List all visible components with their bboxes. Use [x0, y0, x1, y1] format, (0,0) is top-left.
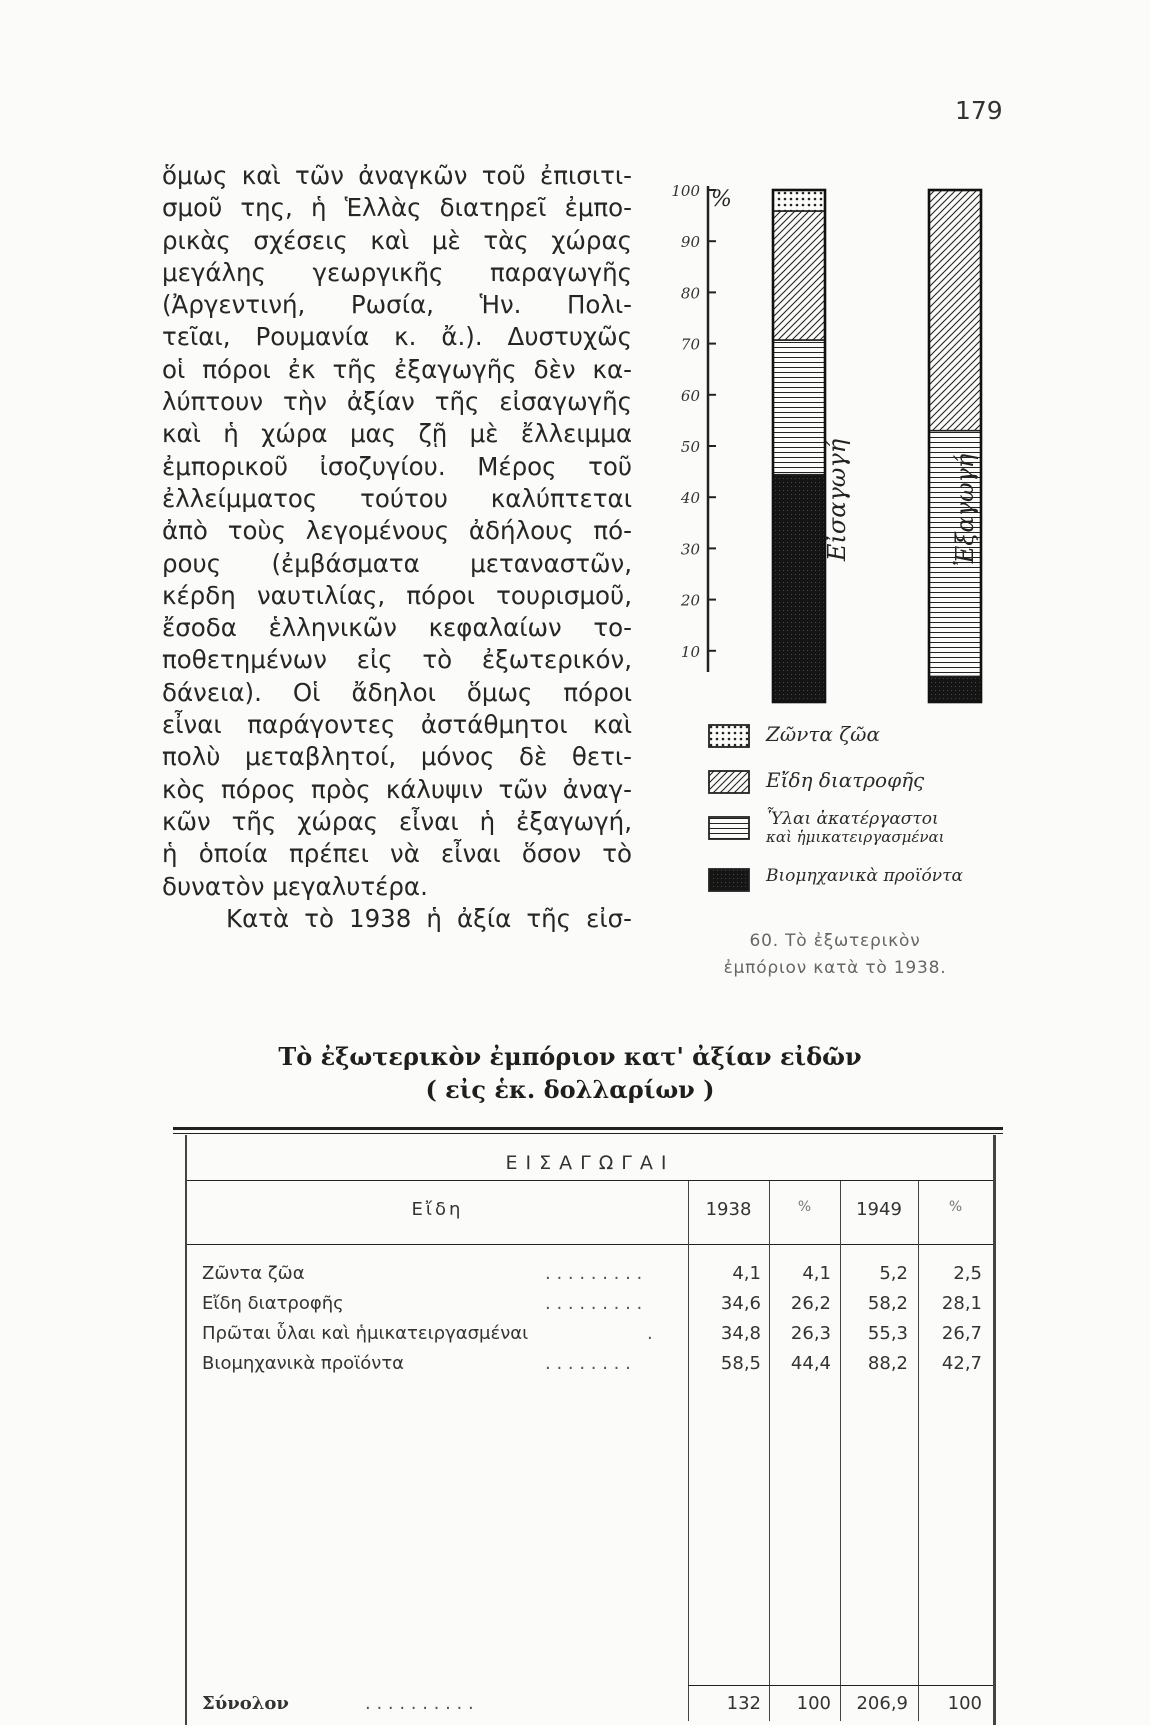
col-divider-1: [688, 1181, 689, 1721]
legend-label: [766, 810, 945, 845]
y-tick-label: 60: [680, 386, 700, 405]
y-tick-label: 50: [680, 438, 700, 456]
y-tick-label: 80: [680, 284, 700, 303]
table-top-rule-thin: [173, 1133, 1003, 1134]
stacked-bar-chart: [650, 160, 1010, 720]
legend-item-horizontal: [706, 809, 1006, 856]
cell-1938: 132: [726, 1693, 761, 1714]
y-tick-label: 70: [680, 335, 700, 354]
legend-label: Εἴδη διατροφῆς: [766, 768, 925, 792]
column-header-pct-1949: %: [948, 1199, 963, 1215]
body-line: ἡ ὁποία πρέπει νὰ εἶναι ὅσον τὸ: [162, 839, 632, 869]
figure-caption-line2: ἐμπόριον κατὰ τὸ 1938.: [723, 958, 947, 978]
legend-swatch-dotted: [708, 724, 750, 748]
row-label: Βιομηχανικὰ προϊόντα: [202, 1353, 405, 1374]
cell-pct-1938: 4,1: [802, 1263, 831, 1284]
legend-swatch-diagonal: [708, 770, 750, 794]
cell-pct-1949: 42,7: [941, 1353, 982, 1374]
body-line: ἐλλείμματος τούτου καλύπτεται: [162, 483, 632, 513]
body-line: ρους (ἐμβάσματα μεταναστῶν,: [162, 548, 632, 578]
body-line: Κατὰ τὸ 1938 ἡ ἀξία τῆς εἰσ-: [226, 903, 632, 933]
trade-table: [185, 1127, 1003, 1722]
body-line: σμοῦ της, ἡ Ἑλλὰς διατηρεῖ ἐμπο-: [162, 193, 632, 223]
legend-item-diagonal: [706, 768, 1006, 812]
column-header-1938: 1938: [705, 1199, 752, 1220]
row-label: Εἴδη διατροφῆς: [202, 1293, 344, 1314]
body-line: ἔσοδα ἑλληνικῶν κεφαλαίων το-: [162, 613, 632, 643]
body-line: λύπτουν τὴν ἀξίαν τῆς εἰσαγωγῆς: [162, 387, 632, 417]
cell-1949: 55,3: [867, 1323, 908, 1344]
y-tick-label: 40: [680, 489, 700, 508]
body-line: ἐμπορικοῦ ἰσοζυγίου. Μέρος τοῦ: [162, 451, 632, 481]
table-title: [200, 1040, 940, 1106]
row-dots: . . . . . . . . . .: [365, 1693, 474, 1714]
cell-pct-1938: 26,2: [790, 1293, 831, 1314]
cell-pct-1938: 44,4: [790, 1353, 831, 1374]
cell-pct-1949: 28,1: [941, 1293, 982, 1314]
y-tick-label: 10: [680, 642, 700, 661]
cell-1938: 58,5: [720, 1353, 761, 1374]
body-line: ποθετημένων εἰς τὸ ἐξωτερικόν,: [162, 645, 632, 675]
row-label: Ζῶντα ζῶα: [202, 1263, 305, 1284]
body-line: κὸς πόρος πρὸς κάλυψιν τῶν ἀναγ-: [162, 774, 632, 804]
cell-1938: 34,8: [720, 1323, 761, 1344]
table-title-line2: ( εἰς ἑκ. δολλαρίων ): [425, 1075, 715, 1104]
table-right-border: [993, 1135, 996, 1725]
table-left-border: [185, 1135, 187, 1725]
legend-item-solid: [706, 866, 1006, 910]
cell-pct-1938: 100: [796, 1693, 831, 1714]
y-tick-label: 20: [680, 591, 700, 610]
cell-1938: 34,6: [720, 1293, 761, 1314]
cell-1938: 4,1: [732, 1263, 761, 1284]
row-label: Πρῶται ὗλαι καὶ ἡμικατειργασμέναι: [202, 1323, 529, 1344]
body-line: οἱ πόροι ἐκ τῆς ἐξαγωγῆς δὲν κα-: [162, 354, 632, 384]
body-line: καὶ ἡ χώρα μας ζῇ μὲ ἔλλειμμα: [162, 419, 632, 449]
cell-pct-1949: 26,7: [941, 1323, 982, 1344]
figure-caption-line1: 60. Τὸ ἐξωτερικὸν: [749, 931, 921, 951]
body-line: δυνατὸν μεγαλυτέρα.: [162, 871, 428, 901]
body-line: (Ἀργεντινή, Ρωσία, Ἡν. Πολι-: [162, 290, 632, 320]
legend-swatch-solid: [708, 868, 750, 892]
column-header-pct-1938: %: [797, 1199, 812, 1215]
body-line: μεγάλης γεωργικῆς παραγωγῆς: [162, 257, 632, 287]
body-line: κέρδη ναυτιλίας, πόροι τουρισμοῦ,: [162, 580, 632, 610]
bar-segment-dotted-import: [773, 190, 825, 211]
cell-pct-1949: 100: [947, 1693, 982, 1714]
body-line: τεῖαι, Ρουμανία κ. ἄ.). Δυστυχῶς: [162, 322, 632, 352]
row-dots: . . . . . . . .: [545, 1353, 631, 1374]
body-line: εἶναι παράγοντες ἀστάθμητοι καὶ: [162, 710, 632, 740]
cell-pct-1938: 26,3: [790, 1323, 831, 1344]
col-divider-3: [840, 1181, 841, 1721]
body-text: [162, 160, 632, 935]
figure-caption: [685, 928, 985, 982]
body-line: κῶν τῆς χώρας εἶναι ἡ ἐξαγωγή,: [162, 806, 632, 836]
page-number: 179: [955, 96, 1003, 125]
table-title-line1: Τὸ ἐξωτερικὸν ἐμπόριον κατ' ἀξίαν εἰδῶν: [278, 1042, 862, 1071]
cell-1949: 206,9: [856, 1693, 908, 1714]
legend-label: Βιομηχανικὰ προϊόντα: [766, 866, 963, 886]
body-line: ὅμως καὶ τῶν ἀναγκῶν τοῦ ἐπισιτι-: [162, 161, 632, 190]
section-header: ΕΙΣΑΓΩΓΑΙ: [505, 1152, 675, 1174]
col-divider-4: [918, 1181, 919, 1721]
cell-1949: 88,2: [867, 1353, 908, 1374]
row-dots: . . . . . . . . .: [545, 1263, 643, 1284]
body-line: πολὺ μεταβλητοί, μόνος δὲ θετι-: [162, 742, 632, 772]
y-tick-label: 30: [680, 540, 700, 559]
category-label-export: Ἐξαγωγή: [951, 453, 979, 567]
cell-pct-1949: 2,5: [953, 1263, 982, 1284]
percent-sign: %: [711, 187, 732, 212]
bar-segment-diagonal-export: [929, 190, 981, 431]
body-line: ρικὰς σχέσεις καὶ μὲ τὰς χώρας: [162, 225, 632, 255]
bar-segment-diagonal-import: [773, 211, 825, 340]
total-rule: [688, 1685, 993, 1686]
col-divider-2: [769, 1181, 770, 1721]
legend-item-dotted: [706, 722, 1006, 766]
category-label-import: Εἰσαγωγή: [823, 438, 851, 562]
cell-1949: 5,2: [879, 1263, 908, 1284]
row-label: Σύνολον: [202, 1693, 289, 1714]
y-tick-label: 90: [680, 233, 700, 252]
legend-label-line1: Ὗλαι ἀκατέργαστοι: [766, 809, 939, 829]
row-dots: .: [647, 1323, 653, 1344]
table-top-rule: [173, 1127, 1003, 1130]
body-line: ἀπὸ τοὺς λεγομένους ἀδήλους πό-: [162, 516, 632, 546]
row-dots: . . . . . . . . .: [545, 1293, 643, 1314]
legend-label-line2: καὶ ἡμικατειργασμέναι: [766, 828, 945, 846]
section-header-rule: [187, 1180, 993, 1181]
bar-segment-solid-import: [773, 475, 825, 702]
bar-segment-solid-export: [929, 676, 981, 702]
y-tick-label: 100: [671, 182, 700, 200]
column-header-items: Εἴδη: [411, 1199, 464, 1220]
body-line: δάνεια). Οἱ ἄδηλοι ὅμως πόροι: [162, 677, 632, 707]
cell-1949: 58,2: [867, 1293, 908, 1314]
column-header-rule: [187, 1244, 993, 1245]
legend-swatch-horizontal: [708, 816, 750, 840]
column-header-1949: 1949: [856, 1199, 902, 1220]
bar-segment-horizontal-import: [773, 340, 825, 475]
legend-label: Ζῶντα ζῶα: [766, 722, 880, 746]
